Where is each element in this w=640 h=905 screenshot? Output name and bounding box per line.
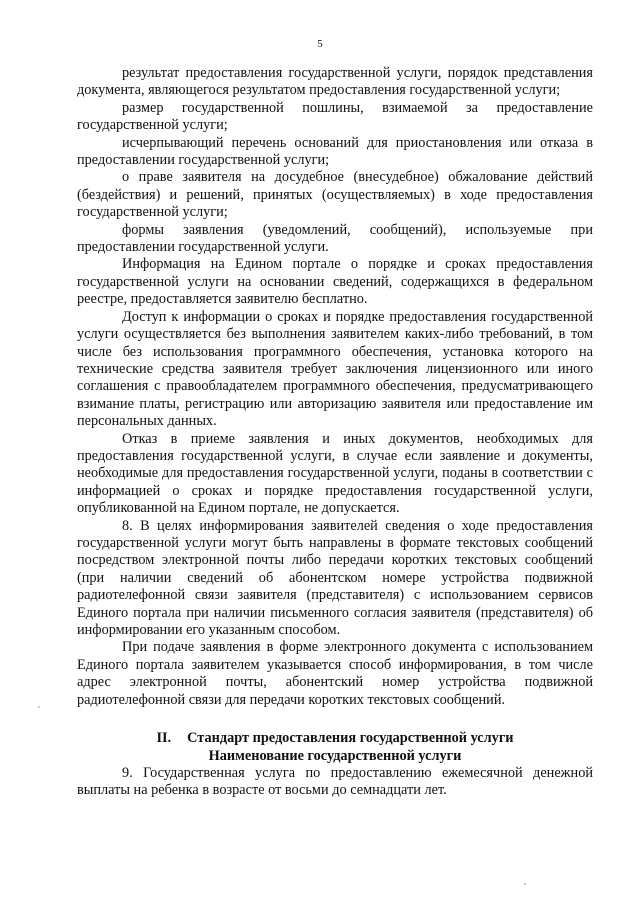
section-number: II.	[156, 730, 172, 747]
paragraph-fee: размер государственной пошлины, взимаемой за предоставление государственной услуги;	[77, 99, 593, 134]
paragraph-result: результат предоставления государственной услуги, порядок представления документа, являющегося результатом предоставления государственной услуги;	[77, 65, 593, 99]
scan-speck	[38, 706, 40, 708]
paragraph-electronic-submission: При подаче заявления в форме электронного документа с использованием Единого портала заявителем указывается способ информирования, в том числе адрес электронной почты, абонентский номер устройства подвижной радиотелефонной связи для передачи коротких текстовых сообщений.	[77, 639, 593, 708]
section-subtitle: Наименование государственной услуги	[208, 748, 462, 765]
section-heading	[77, 729, 593, 747]
scan-speck	[524, 883, 526, 885]
section-title: Стандарт предоставления государственной услуги	[187, 730, 514, 747]
paragraph-forms: формы заявления (уведомлений, сообщений), используемые при предоставлении государственной услуги.	[77, 221, 593, 256]
document-body	[77, 65, 593, 800]
paragraph-portal-info: Информация на Едином портале о порядке и сроках предоставления государственной услуги на основании сведений, содержащихся в федеральном реестре, предоставляется заявителю бесплатно.	[77, 256, 593, 308]
paragraph-refusal-grounds: исчерпывающий перечень оснований для приостановления или отказа в предоставлении государственной услуги;	[77, 134, 593, 169]
paragraph-appeal-right: о праве заявителя на досудебное (внесудебное) обжалование действий (бездействия) и решений, принятых (осуществляемых) в ходе предоставления государственной услуги;	[77, 169, 593, 221]
paragraph-refusal-not-allowed: Отказ в приеме заявления и иных документов, необходимых для предоставления государственной услуги, в случае если заявление и документы, необходимые для предоставления государственной услуги, поданы в соответствии с информацией о сроках и порядке предоставления государственной услуги, опубликованной на Едином портале, не допускается.	[77, 430, 593, 517]
page-number: 5	[317, 38, 323, 50]
paragraph-access: Доступ к информации о сроках и порядке предоставления государственной услуги осуществляется без выполнения заявителем каких-либо требований, в том числе без использования программного обеспечения, установка которого на технические средства заявителя требует заключения лицензионного или иного соглашения с правообладателем программного обеспечения, предусматривающего взимание платы, регистрацию или авторизацию заявителя или предоставление им персональных данных.	[77, 308, 593, 430]
paragraph-notification: 8. В целях информирования заявителей сведения о ходе предоставления государственной услуги могут быть направлены в формате текстовых сообщений посредством электронной почты либо передачи коротких текстовых сообщений (при наличии сведений об абонентском номере устройства подвижной радиотелефонной связи заявителя (представителя) с использованием сервисов Единого портала при наличии письменного согласия заявителя (представителя) об информировании его указанным способом.	[77, 517, 593, 638]
paragraph-service-name: 9. Государственная услуга по предоставлению ежемесячной денежной выплаты на ребенка в возрасте от восьми до семнадцати лет.	[77, 765, 593, 799]
